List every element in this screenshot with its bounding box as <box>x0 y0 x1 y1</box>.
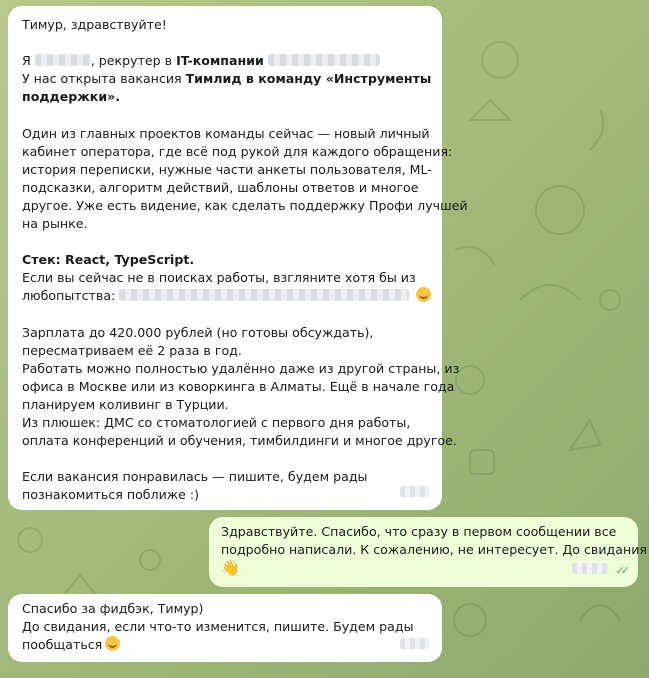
vacancy-line: У нас открыта вакансия Тимлид в команду «Инструменты <box>22 71 432 87</box>
redacted-time <box>572 563 608 574</box>
smiling-face-emoji <box>416 287 431 302</box>
message-time <box>400 486 430 504</box>
curiosity-line: любопытства: <box>22 287 428 305</box>
redacted-link[interactable] <box>119 289 409 301</box>
incoming-message-vacancy[interactable]: Тимур, здравствуйте! Я , рекрутер в IT-компании У нас открыта вакансия Тимлид в команду «Инструменты поддержки». Один из главных проектов команды сейчас — новый личный кабинет оператора, где всё под рукой для каждого обращения: история переписки, нужные части анкеты пользователя, ML- подсказки, алгоритм действий, шаблоны ответов и многое другое. Уже есть видение, как сделать поддержку Профи лучшей на рынке. Стек: React, TypeScript. Если вы сейчас не в поисках работы, взгляните хотя бы из любопытства: Зарплата до 420.000 рублей (но готовы обсуждать), пересматриваем её 2 раза в год. Работать можно полностью удалённо даже из другой страны, из офиса в Москве или из коворкинга в Алматы. Ещё в начале года планируем коливинг в Турции. Из плюшек: ДМС со стоматологией с первого дня работы, оплата конференций и обучения, тимбилдинги и многое другое. Если вакансия понравилась — пишите, будем рады познакомиться поближе :) <box>8 6 442 510</box>
redacted-time <box>400 486 430 497</box>
outgoing-message-reply[interactable]: Здравствуйте. Спасибо, что сразу в первом сообщении все подробно написали. К сожалению, не интересует. До свидания 👋 ✓✓ <box>209 517 638 587</box>
intro-line: Я , рекрутер в IT-компании <box>22 52 428 70</box>
incoming-message-farewell[interactable]: Спасибо за фидбэк, Тимур) До свидания, если что-то изменится, пишите. Будем рады пообщаться <box>8 594 442 662</box>
double-check-icon: ✓✓ <box>615 563 626 577</box>
slightly-smiling-face-emoji <box>105 636 120 651</box>
message-time <box>400 638 430 656</box>
redacted-company <box>268 54 380 66</box>
redacted-time <box>400 638 430 649</box>
message-text: Тимур, здравствуйте! <box>22 17 167 32</box>
message-status <box>572 562 626 581</box>
waving-hand-emoji: 👋 <box>221 559 240 578</box>
stack-line: Стек: React, TypeScript. <box>22 252 195 268</box>
redacted-name <box>35 54 91 66</box>
